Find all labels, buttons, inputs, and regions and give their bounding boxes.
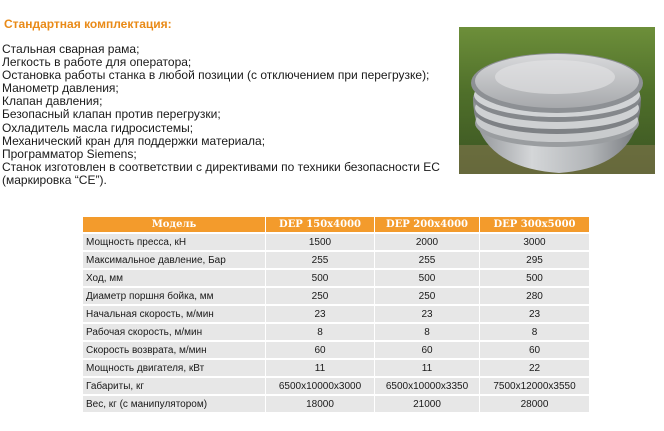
param-cell: Начальная скорость, м/мин [83, 306, 265, 322]
param-cell: Рабочая скорость, м/мин [83, 324, 265, 340]
value-cell: 23 [480, 306, 589, 322]
features-list [2, 43, 442, 187]
feature-item: Стальная сварная рама; [2, 42, 140, 56]
value-cell: 2000 [375, 234, 479, 250]
param-cell: Мощность пресса, кН [83, 234, 265, 250]
value-cell: 1500 [266, 234, 374, 250]
feature-item: Легкость в работе для оператора; [2, 55, 192, 70]
value-cell: 60 [266, 342, 374, 358]
value-cell: 22 [480, 360, 589, 376]
value-cell: 250 [266, 288, 374, 304]
value-cell: 6500x10000x3350 [375, 378, 479, 394]
param-cell: Мощность двигателя, кВт [83, 360, 265, 376]
feature-item: Манометр давления; [2, 81, 119, 96]
param-cell: Вес, кг (с манипулятором) [83, 396, 265, 412]
value-cell: 11 [375, 360, 479, 376]
value-cell: 21000 [375, 396, 479, 412]
table-header-row [83, 217, 589, 232]
feature-item: Механический кран для поддержки материала; [2, 133, 266, 148]
header-model: Модель [83, 217, 265, 232]
value-cell: 8 [375, 324, 479, 340]
value-cell: 23 [266, 306, 374, 322]
value-cell: 23 [375, 306, 479, 322]
feature-item: Программатор Siemens; [2, 146, 137, 161]
value-cell: 295 [480, 252, 589, 268]
value-cell: 28000 [480, 396, 589, 412]
value-cell: 8 [266, 324, 374, 340]
value-cell: 250 [375, 288, 479, 304]
feature-item: Охладитель масла гидросистемы; [2, 120, 194, 135]
value-cell: 6500x10000x3000 [266, 378, 374, 394]
param-cell: Диаметр поршня бойка, мм [83, 288, 265, 304]
value-cell: 60 [375, 342, 479, 358]
table-row [83, 288, 589, 304]
header-model-2: DEP 200x4000 [375, 217, 479, 232]
param-cell: Габариты, кг [83, 378, 265, 394]
value-cell: 255 [266, 252, 374, 268]
table-row [83, 234, 589, 250]
value-cell: 18000 [266, 396, 374, 412]
spec-table [82, 215, 590, 414]
table-row [83, 252, 589, 268]
value-cell: 8 [480, 324, 589, 340]
feature-item: Клапан давления; [2, 94, 103, 109]
table-row [83, 270, 589, 286]
feature-item: Остановка работы станка в любой позиции (с отключением при перегрузке); [2, 68, 430, 83]
table-row [83, 360, 589, 376]
param-cell: Скорость возврата, м/мин [83, 342, 265, 358]
table-row [83, 396, 589, 412]
param-cell: Максимальное давление, Бар [83, 252, 265, 268]
value-cell: 500 [266, 270, 374, 286]
value-cell: 11 [266, 360, 374, 376]
value-cell: 255 [375, 252, 479, 268]
table-row [83, 324, 589, 340]
header-model-1: DEP 150x4000 [266, 217, 374, 232]
section-title: Стандартная комплектация: [4, 17, 172, 31]
value-cell: 500 [375, 270, 479, 286]
product-photo [459, 27, 655, 174]
value-cell: 3000 [480, 234, 589, 250]
value-cell: 7500x12000x3550 [480, 378, 589, 394]
table-row [83, 378, 589, 394]
table-row [83, 306, 589, 322]
value-cell: 280 [480, 288, 589, 304]
feature-item: Безопасный клапан против перегрузки; [2, 107, 221, 122]
param-cell: Ход, мм [83, 270, 265, 286]
value-cell: 60 [480, 342, 589, 358]
table-row [83, 342, 589, 358]
value-cell: 500 [480, 270, 589, 286]
header-model-3: DEP 300x5000 [480, 217, 589, 232]
stacked-dished-heads-icon [459, 27, 655, 174]
feature-item: Станок изготовлен в соответствии с директивами по техники безопасности ЕС (маркировка “CE”). [2, 159, 440, 187]
